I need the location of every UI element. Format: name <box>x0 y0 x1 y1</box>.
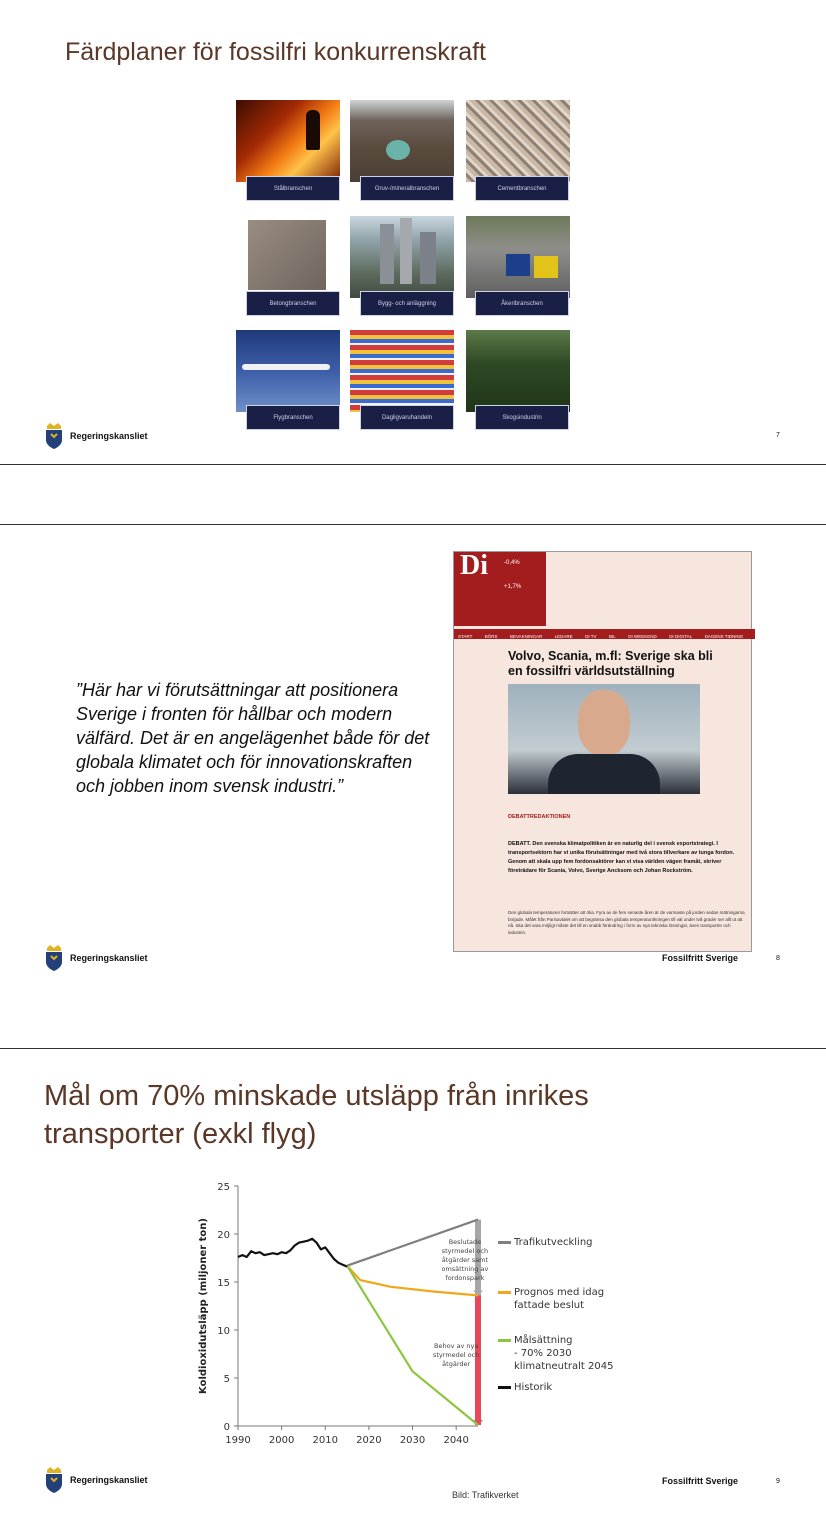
legend-item-trafikutveckling <box>498 1236 593 1249</box>
annotation-text: fordonspark <box>445 1274 485 1282</box>
annotation-text: åtgärder <box>442 1360 471 1368</box>
logo-text: Regeringskansliet <box>70 431 148 441</box>
article-body: Den globala temperaturen fortsätter att öka. Fyra av de fem senaste åren är de varmaste på jorden sedan mätningarna började. Målet från Parisavtalet om att begränsa den globala temperaturökningen till väl under två grader ser allt ut att nå. Ska det vara möjligt måste det till en snabb förändring i form av nya tekniska lösningar, även transporter och industrin. <box>508 910 745 935</box>
legend-swatch <box>498 1241 511 1244</box>
legend-label: klimatneutralt 2045 <box>514 1361 614 1372</box>
slide-divider <box>0 524 826 525</box>
annotation-text: åtgärder samt <box>441 1256 489 1264</box>
nav-item[interactable]: BIL <box>609 634 616 639</box>
page-number: 8 <box>776 955 780 962</box>
article-lead: DEBATT. Den svenska klimatpolitiken är en naturlig del i svensk exportstrategi. I transportsektorn har vi unika förutsättningar med två stora tillverkare av tunga fordon. Genom att skala upp fem fordonsaktörer kan vi visa världen vägen framåt, skriver företrädare för Scania, Volvo, Sverige Ancksom och Johan Rockström. <box>508 841 735 874</box>
legend-label: Målsättning <box>514 1335 573 1346</box>
nav-item[interactable]: DI WEEKEND <box>628 634 657 639</box>
y-tick-label: 20 <box>217 1230 230 1241</box>
nav-item[interactable]: BÖRS <box>484 634 498 639</box>
y-tick-label: 15 <box>217 1278 230 1289</box>
tile-concrete <box>236 216 340 298</box>
slide-3-title-line2: transporter (exkl flyg) <box>44 1118 317 1150</box>
tile-label-steel: Stålbranschen <box>246 176 340 201</box>
page-number: 9 <box>776 1478 780 1485</box>
ticker-1: -0,4% <box>504 560 520 566</box>
image-credit: Bild: Trafikverket <box>452 1490 519 1500</box>
tile-airplane <box>236 330 340 412</box>
tile-label-airplane: Flygbranschen <box>246 405 340 430</box>
legend-swatch <box>498 1291 511 1294</box>
slide-divider <box>0 1048 826 1049</box>
annotation-text: Behov av nya <box>434 1342 479 1350</box>
tile-label-grocery: Dagligvaruhandeln <box>360 405 454 430</box>
logo-text: Regeringskansliet <box>70 953 148 963</box>
emissions-chart <box>192 1172 632 1462</box>
crown-shield-icon <box>44 422 64 450</box>
annotation-text: styrmedel och <box>433 1351 480 1359</box>
y-tick-label: 5 <box>223 1374 230 1385</box>
article-byline: DEBATTREDAKTIONEN <box>508 814 571 820</box>
legend-label: Prognos med idag <box>514 1287 605 1298</box>
legend-item-historik <box>498 1381 552 1394</box>
tile-label-trucks: Åkeribranschen <box>475 291 569 316</box>
tile-trucks <box>466 216 570 298</box>
tile-steel <box>236 100 340 182</box>
legend-swatch <box>498 1339 511 1342</box>
legend-item-malsattning <box>498 1334 613 1373</box>
legend-label: Historik <box>514 1382 553 1393</box>
news-article-screenshot <box>453 550 768 952</box>
legend-item-prognos <box>498 1286 604 1312</box>
nav-item[interactable]: DAGENS TIDNING <box>704 634 744 639</box>
annotation-text: omsättning av <box>441 1265 489 1273</box>
page-number: 7 <box>776 432 780 439</box>
nav-item[interactable]: BEVAKNINGAR <box>510 634 543 639</box>
x-tick-label: 2030 <box>399 1435 426 1446</box>
x-tick-label: 2010 <box>312 1435 338 1446</box>
legend-label: Trafikutveckling <box>514 1237 593 1248</box>
y-tick-label: 25 <box>217 1182 230 1193</box>
series-line <box>238 1239 347 1267</box>
footer-right-text: Fossilfritt Sverige <box>662 1476 739 1486</box>
slide-1-title: Färdplaner för fossilfri konkurrenskraft <box>65 38 486 66</box>
article-photo <box>508 684 700 794</box>
nav-item[interactable]: JOBB <box>755 634 768 639</box>
crown-shield-icon <box>44 1466 64 1494</box>
article-headline: Volvo, Scania, m.fl: Sverige ska bli en fossilfri världsutställning <box>508 649 713 678</box>
crown-shield-icon <box>44 944 64 972</box>
annotation-text: Beslutade <box>448 1238 482 1246</box>
government-logo <box>44 944 148 972</box>
nav-item[interactable]: DI TV <box>585 634 597 639</box>
x-tick-label: 2000 <box>268 1435 295 1446</box>
tile-label-concrete: Betongbranschen <box>246 291 340 316</box>
slide-3-title-line1: Mål om 70% minskade utsläpp från inrikes <box>44 1080 589 1112</box>
tile-label-buildings: Bygg- och anläggning <box>360 291 454 316</box>
government-logo <box>44 422 148 450</box>
legend-label: fattade beslut <box>514 1300 585 1311</box>
nav-item[interactable]: START <box>458 634 473 639</box>
legend-swatch <box>498 1386 511 1389</box>
x-tick-label: 2020 <box>356 1435 382 1446</box>
tile-grocery <box>350 330 454 412</box>
tile-buildings <box>350 216 454 298</box>
government-logo <box>44 1466 148 1494</box>
tile-label-forest: Skogsindustrin <box>475 405 569 430</box>
nav-item[interactable]: DI DIGITAL <box>669 634 693 639</box>
y-axis-label: Koldioxidutsläpp (miljoner ton) <box>198 1218 209 1394</box>
di-logo: Di <box>460 550 488 581</box>
y-tick-label: 0 <box>223 1422 230 1433</box>
quote-text: ”Här har vi förutsättningar att positionera Sverige i fronten för hållbar och modern välfärd. Det är en angelägenhet både för det globala klimatet och för innovationskraften och jobben inom svensk industri.” <box>76 680 430 796</box>
x-tick-label: 2040 <box>443 1435 469 1446</box>
annotation-text: styrmedel och <box>441 1247 489 1255</box>
slide-divider <box>0 464 826 465</box>
legend-label: - 70% 2030 <box>514 1348 572 1359</box>
x-tick-label: 1990 <box>225 1435 251 1446</box>
tile-forest <box>466 330 570 412</box>
gap-bar <box>475 1295 481 1425</box>
nav-item[interactable]: LEDARE <box>554 634 573 639</box>
logo-text: Regeringskansliet <box>70 1475 148 1485</box>
tile-label-cement: Cementbranschen <box>475 176 569 201</box>
tile-cement <box>466 100 570 182</box>
di-header <box>454 552 546 626</box>
tile-mine <box>350 100 454 182</box>
ticker-2: +1,7% <box>504 584 522 590</box>
di-nav-bar <box>454 629 768 639</box>
footer-right-text: Fossilfritt Sverige <box>662 953 739 963</box>
tile-label-mine: Gruv-/mineralbranschen <box>360 176 454 201</box>
y-tick-label: 10 <box>217 1326 230 1337</box>
